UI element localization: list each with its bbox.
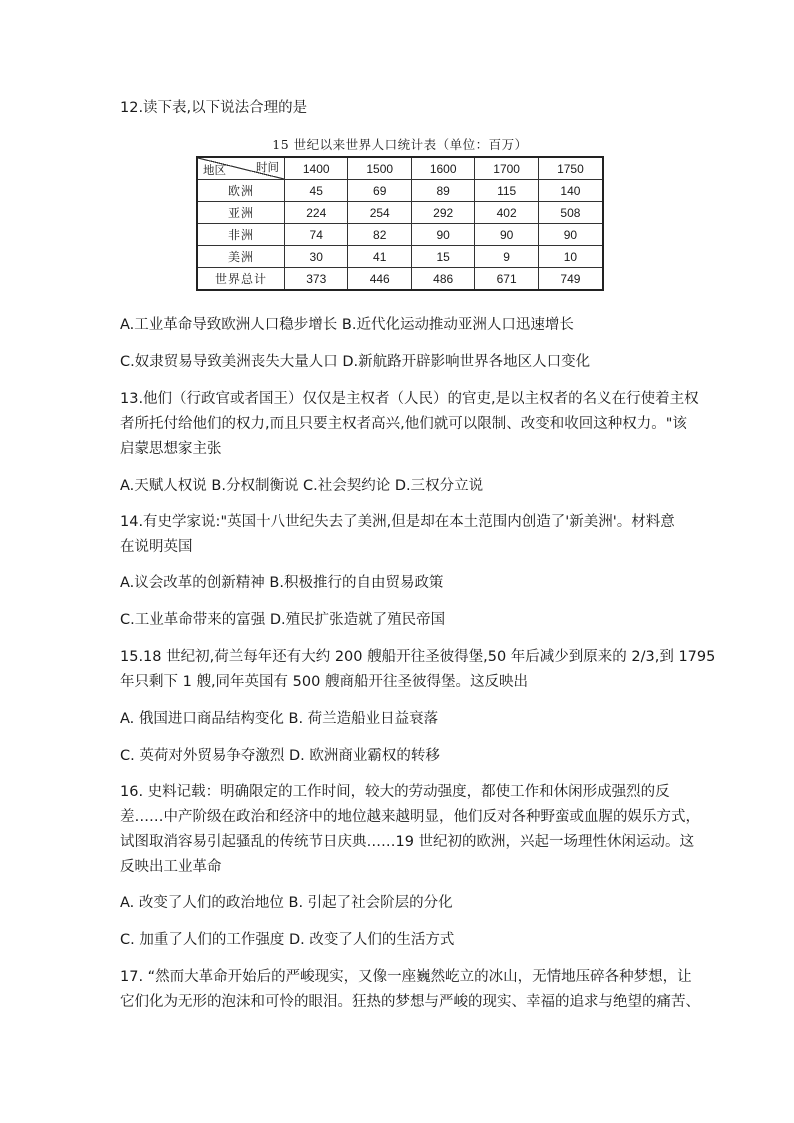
value-cell: 90 [475, 224, 538, 246]
corner-cell [197, 157, 285, 180]
value-cell: 69 [348, 180, 411, 202]
population-table [196, 156, 604, 291]
q16-stem-line-1: 16. 史料记载：明确限定的工作时间，较大的劳动强度，都使工作和休闲形成强烈的反 [120, 784, 670, 800]
q13-options: A.天赋人权说 B.分权制衡说 C.社会契约论 D.三权分立说 [120, 478, 484, 494]
q17-stem-line-2: 它们化为无形的泡沫和可怜的眼泪。狂热的梦想与严峻的现实、幸福的追求与绝望的痛苦、 [120, 994, 700, 1010]
corner-region-label: 地区 [203, 163, 226, 177]
q14-stem-line-1: 14.有史学家说:"英国十八世纪失去了美洲,但是却在本土范围内创造了'新美洲'。材料意 [120, 514, 675, 530]
region-cell: 美洲 [197, 246, 285, 268]
q13-stem-line-2: 者所托付给他们的权力,而且只要主权者高兴,他们就可以限制、改变和收回这种权力。"该 [120, 416, 687, 432]
region-cell: 非洲 [197, 224, 285, 246]
value-cell: 446 [348, 268, 411, 291]
value-cell: 254 [348, 202, 411, 224]
region-cell: 亚洲 [197, 202, 285, 224]
value-cell: 402 [475, 202, 538, 224]
q15-stem-line-1: 15.18 世纪初,荷兰每年还有大约 200 艘船开往圣彼得堡,50 年后减少到原来的 2/3,到 1795 [120, 649, 716, 665]
value-cell: 140 [538, 180, 603, 202]
table-title: 15 世纪以来世界人口统计表（单位：百万） [272, 137, 528, 152]
value-cell: 30 [285, 246, 348, 268]
table-header-row [197, 157, 603, 180]
value-cell: 74 [285, 224, 348, 246]
table-row [197, 246, 603, 268]
q16-options-cd: C. 加重了人们的工作强度 D. 改变了人们的生活方式 [120, 932, 455, 948]
value-cell: 89 [411, 180, 474, 202]
value-cell: 115 [475, 180, 538, 202]
value-cell: 90 [538, 224, 603, 246]
year-header: 1700 [475, 157, 538, 180]
corner-time-label: 时间 [256, 160, 279, 174]
q15-options-cd: C. 英荷对外贸易争夺激烈 D. 欧洲商业霸权的转移 [120, 748, 440, 764]
value-cell: 486 [411, 268, 474, 291]
region-cell: 世界总计 [197, 268, 285, 291]
q16-options-ab: A. 改变了人们的政治地位 B. 引起了社会阶层的分化 [120, 895, 453, 911]
year-header: 1750 [538, 157, 603, 180]
value-cell: 15 [411, 246, 474, 268]
value-cell: 82 [348, 224, 411, 246]
q16-stem-line-3: 试图取消容易引起骚乱的传统节日庆典……19 世纪初的欧洲，兴起一场理性休闲运动。这 [120, 834, 695, 850]
value-cell: 671 [475, 268, 538, 291]
value-cell: 224 [285, 202, 348, 224]
q14-options-cd: C.工业革命带来的富强 D.殖民扩张造就了殖民帝国 [120, 612, 446, 628]
value-cell: 41 [348, 246, 411, 268]
value-cell: 10 [538, 246, 603, 268]
q15-stem-line-2: 年只剩下 1 艘,同年英国有 500 艘商船开往圣彼得堡。这反映出 [120, 674, 528, 690]
q12-options-ab: A.工业革命导致欧洲人口稳步增长 B.近代化运动推动亚洲人口迅速增长 [120, 317, 574, 333]
region-cell: 欧洲 [197, 180, 285, 202]
q14-stem-line-2: 在说明英国 [120, 539, 193, 555]
value-cell: 749 [538, 268, 603, 291]
year-header: 1400 [285, 157, 348, 180]
year-header: 1600 [411, 157, 474, 180]
value-cell: 508 [538, 202, 603, 224]
q17-stem-line-1: 17. “然而大革命开始后的严峻现实，又像一座巍然屹立的冰山，无情地压碎各种梦想，让 [120, 969, 692, 985]
table-row [197, 224, 603, 246]
q16-stem-line-2: 差……中产阶级在政治和经济中的地位越来越明显，他们反对各种野蛮或血腥的娱乐方式， [120, 809, 700, 825]
table-row [197, 180, 603, 202]
table-row [197, 202, 603, 224]
q12-options-cd: C.奴隶贸易导致美洲丧失大量人口 D.新航路开辟影响世界各地区人口变化 [120, 354, 591, 370]
q13-stem-line-3: 启蒙思想家主张 [120, 441, 222, 457]
q13-stem-line-1: 13.他们（行政官或者国王）仅仅是主权者（人民）的官吏,是以主权者的名义在行使着主权 [120, 391, 699, 407]
value-cell: 292 [411, 202, 474, 224]
table-row [197, 268, 603, 291]
value-cell: 9 [475, 246, 538, 268]
q12-stem: 12.读下表,以下说法合理的是 [120, 100, 308, 116]
value-cell: 373 [285, 268, 348, 291]
year-header: 1500 [348, 157, 411, 180]
q15-options-ab: A. 俄国进口商品结构变化 B. 荷兰造船业日益衰落 [120, 711, 439, 727]
q14-options-ab: A.议会改革的创新精神 B.积极推行的自由贸易政策 [120, 575, 444, 591]
value-cell: 45 [285, 180, 348, 202]
q16-stem-line-4: 反映出工业革命 [120, 859, 222, 875]
value-cell: 90 [411, 224, 474, 246]
